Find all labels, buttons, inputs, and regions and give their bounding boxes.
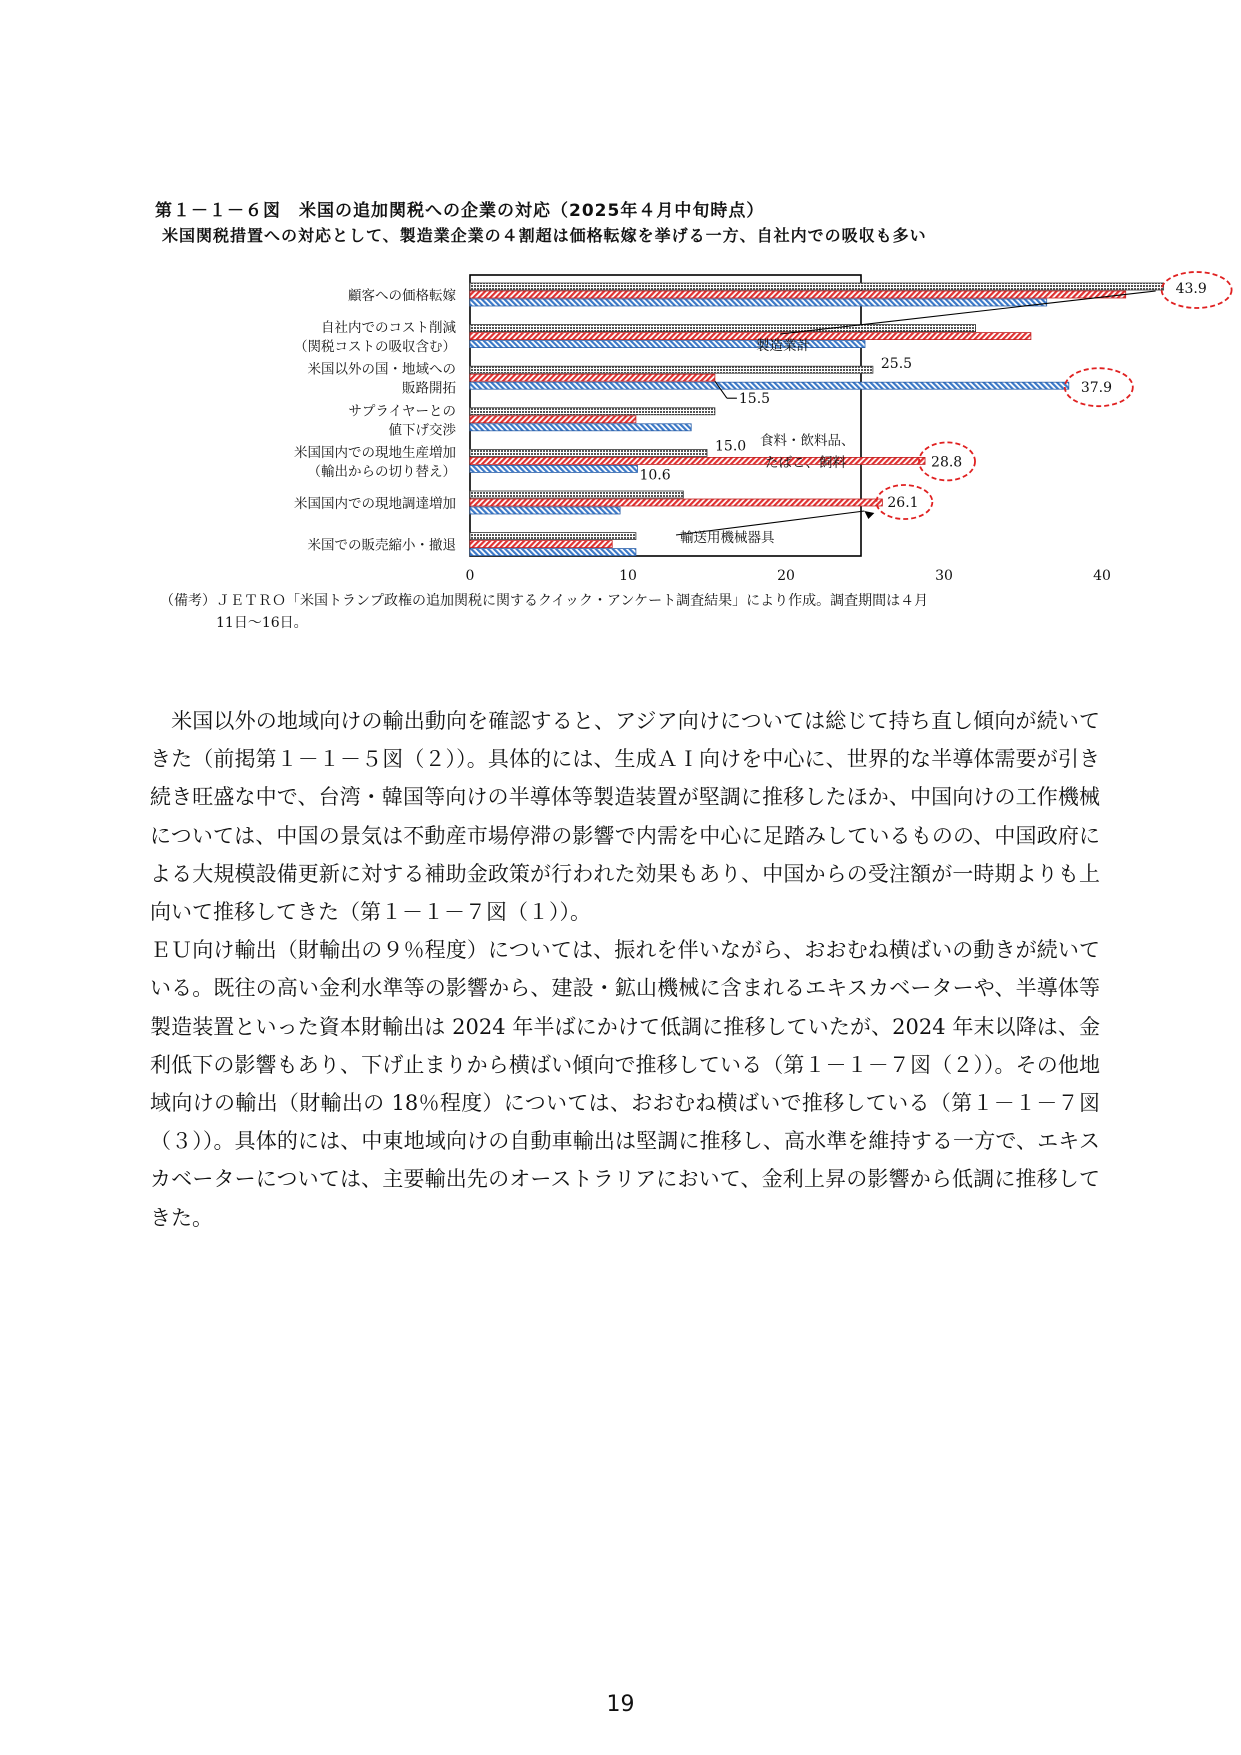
data-label-15-0: 15.0 [715,438,747,455]
bar-5-series-2 [470,457,925,464]
bar-6-series-1 [470,491,683,498]
category-label-3-line-2: 販路開拓 [402,380,456,397]
legend-label-food-line-1: 食料・飲料品、 [760,433,855,449]
x-tick-40: 40 [1093,568,1111,584]
data-label-25-5: 25.5 [880,356,913,373]
category-label-1-line-1: 顧客への価格転嫁 [348,288,456,304]
bar-chart [0,0,1241,590]
bar-1-series-3 [470,299,1047,306]
data-label-28-8: 28.8 [931,454,963,471]
data-label-26-1: 26.1 [887,495,919,511]
bar-6-series-3 [470,507,620,514]
bar-1-series-1 [470,283,1164,290]
category-label-4-line-1: サプライヤーとの [348,403,456,420]
bar-2-series-2 [470,333,1031,340]
x-tick-30: 30 [935,568,953,584]
category-label-5-line-2: （輸出からの切り替え） [307,463,456,480]
x-tick-0: 0 [465,568,475,584]
legend-label-transport: 輸送用機械器具 [680,530,775,546]
figure-title: 第１－１－６図 米国の追加関税への企業の対応（2025年４月中旬時点） [155,201,765,221]
category-label-5-line-1: 米国国内での現地生産増加 [294,444,456,461]
note-line2: 11日～16日。 [216,615,308,631]
legend-label-food-line-2: たばこ、飼料 [765,455,846,471]
body-text [150,702,1100,1237]
data-label-37-9: 37.9 [1080,380,1112,397]
data-label-43-9: 43.9 [1175,281,1207,297]
data-label-10-6: 10.6 [639,467,671,484]
body-paragraph-2: ＥＵ向け輸出（財輸出の９％程度）については、振れを伴いながら、おおむね横ばいの動きが続いている。既往の高い金利水準等の影響から、建設・鉱山機械に含まれるエキスカベーターや、半導体等製造装置といった資本財輸出は 2024 年半ばにかけて低調に推移していたが、2024 年末以降は、金利低下の影響もあり、下げ止まりから横ばい傾向で推移している（第１－１－７図（２））。その他地域向けの輸出（財輸出の 18％程度）については、おおむね横ばいで推移している（第１－１－７図（３））。具体的には、中東地域向けの自動車輸出は堅調に推移し、高水準を維持する一方で、エキスカベーターについては、主要輸出先のオーストラリアにおいて、金利上昇の影響から低調に推移してきた。 [150,938,1100,1230]
bar-3-series-2 [470,374,715,381]
bar-3-series-3 [470,382,1069,389]
note-label: （備考） [160,593,216,609]
bar-7-series-2 [470,541,612,548]
arrowhead-transport [864,511,874,519]
body-paragraph-1: 米国以外の地域向けの輸出動向を確認すると、アジア向けについては総じて持ち直し傾向が続いてきた（前掲第１－１－５図（２））。具体的には、生成ＡＩ向けを中心に、世界的な半導体需要が引き続き旺盛な中で、台湾・韓国等向けの半導体等製造装置が堅調に推移したほか、中国向けの工作機械については、中国の景気は不動産市場停滞の影響で内需を中心に足踏みしているものの、中国政府による大規模設備更新に対する補助金政策が行われた効果もあり、中国からの受注額が一時期よりも上向いて推移してきた（第１－１－７図（１））。 [150,709,1100,925]
x-tick-20: 20 [777,568,795,584]
bar-6-series-2 [470,499,882,506]
figure-subtitle: 米国関税措置への対応として、製造業企業の４割超は価格転嫁を挙げる一方、自社内での吸収も多い [162,226,927,245]
note-line1: ＪＥＴＲＯ「米国トランプ政権の追加関税に関するクイック・アンケート調査結果」により作成。調査期間は４月 [216,593,929,609]
legend-label-manufacturing: 製造業計 [756,338,810,354]
category-label-6-line-1: 米国国内での現地調達増加 [294,496,456,512]
data-label-15-5: 15.5 [738,391,771,408]
category-label-2-line-2: （関税コストの吸収含む） [294,339,456,356]
bar-5-series-1 [470,449,707,456]
bar-2-series-1 [470,325,976,332]
bar-4-series-3 [470,424,691,431]
bar-7-series-3 [470,549,636,556]
category-label-3-line-1: 米国以外の国・地域への [307,361,456,378]
bar-5-series-3 [470,465,637,472]
bar-4-series-1 [470,408,715,415]
category-label-4-line-2: 値下げ交渉 [388,422,456,439]
page-number: 19 [606,1692,635,1717]
x-tick-10: 10 [619,568,637,584]
bar-1-series-2 [470,291,1126,298]
figure-note [160,590,1100,634]
bar-3-series-1 [470,366,873,373]
bar-4-series-2 [470,416,636,423]
category-label-2-line-1: 自社内でのコスト削減 [321,320,456,337]
bar-7-series-1 [470,533,636,540]
category-label-7-line-1: 米国での販売縮小・撤退 [307,537,456,554]
